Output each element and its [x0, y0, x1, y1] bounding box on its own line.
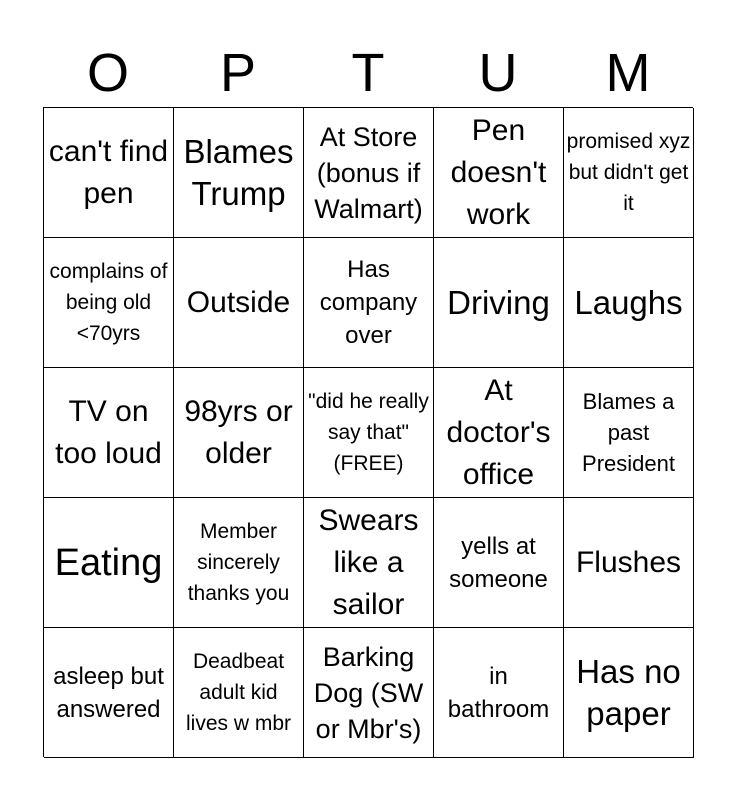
header-letter-u: U	[478, 43, 518, 103]
cell-text: can't find pen	[48, 134, 169, 210]
cell-text: Blames Trump	[183, 132, 294, 212]
bingo-cell[interactable]	[304, 238, 434, 368]
bingo-cell[interactable]	[304, 368, 434, 498]
bingo-cell[interactable]	[174, 108, 304, 238]
bingo-cell[interactable]	[434, 628, 564, 758]
bingo-cell[interactable]	[174, 498, 304, 628]
bingo-cell[interactable]	[44, 368, 174, 498]
cell-text: Has company over	[319, 256, 418, 349]
bingo-cell[interactable]	[564, 238, 694, 368]
bingo-cell[interactable]	[434, 368, 564, 498]
bingo-cell[interactable]	[304, 498, 434, 628]
cell-text: Has no paper	[576, 652, 681, 732]
bingo-cell[interactable]	[564, 108, 694, 238]
cell-text: "did he really say that" (FREE)	[308, 390, 429, 475]
bingo-cell[interactable]	[44, 498, 174, 628]
cell-text: Driving	[447, 283, 550, 321]
bingo-cell[interactable]	[564, 628, 694, 758]
bingo-header	[43, 40, 693, 106]
bingo-cell[interactable]	[44, 108, 174, 238]
cell-text: Flushes	[575, 545, 682, 579]
header-letter-p: P	[219, 43, 257, 103]
cell-text: Pen doesn't work	[450, 113, 547, 231]
cell-text: Member sincerely thanks you	[187, 520, 290, 605]
cell-text: Barking Dog (SW or Mbr's)	[313, 641, 424, 744]
bingo-cell[interactable]	[564, 498, 694, 628]
bingo-cell[interactable]	[44, 628, 174, 758]
cell-text: complains of being old <70yrs	[49, 260, 168, 345]
cell-text: TV on too loud	[55, 394, 162, 470]
bingo-cell[interactable]	[434, 108, 564, 238]
cell-text: Outside	[186, 285, 291, 319]
cell-text: Swears like a sailor	[318, 503, 419, 621]
header-letter-t: T	[351, 43, 385, 103]
cell-text: in bathroom	[447, 662, 550, 723]
header-letter-o: O	[86, 43, 129, 103]
header-letter-m: M	[605, 43, 651, 103]
bingo-grid	[43, 107, 693, 757]
cell-text: 98yrs or older	[184, 394, 293, 470]
cell-text: promised xyz but didn't get it	[566, 130, 691, 215]
bingo-cell[interactable]	[44, 238, 174, 368]
bingo-cell[interactable]	[304, 108, 434, 238]
cell-text: Deadbeat adult kid lives w mbr	[185, 650, 291, 735]
cell-text: Laughs	[574, 283, 683, 321]
bingo-cell[interactable]	[434, 238, 564, 368]
bingo-cell[interactable]	[174, 238, 304, 368]
bingo-cell[interactable]	[564, 368, 694, 498]
bingo-cell[interactable]	[304, 628, 434, 758]
cell-text: At doctor's office	[446, 373, 551, 491]
cell-text: asleep but answered	[53, 662, 164, 723]
bingo-cell[interactable]	[174, 628, 304, 758]
cell-text: Blames a past President	[582, 389, 675, 476]
bingo-cell[interactable]	[174, 368, 304, 498]
cell-text: yells at someone	[449, 532, 548, 593]
cell-text: At Store (bonus if Walmart)	[314, 121, 423, 224]
cell-text: Eating	[54, 541, 163, 584]
bingo-cell[interactable]	[434, 498, 564, 628]
